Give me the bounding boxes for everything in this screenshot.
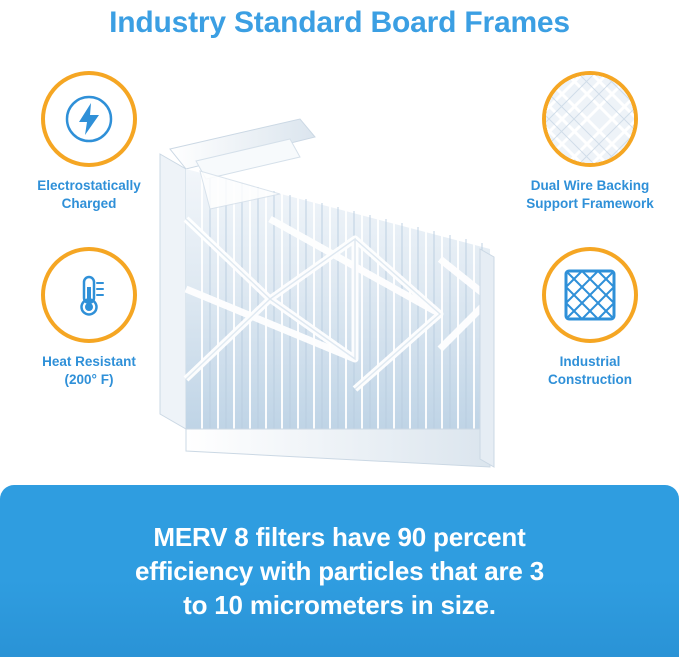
banner-text [95,520,584,623]
feature-caption-line2: (200° F) [64,371,114,387]
feature-caption [505,177,675,212]
feature-icon-ring [542,71,638,167]
feature-caption-line2: Support Framework [526,195,654,211]
banner-line-1: MERV 8 filters have 90 percent [153,521,526,552]
feature-caption [4,177,174,212]
lightning-bolt-icon [63,93,115,145]
feature-caption [505,353,675,388]
wire-mesh-icon [546,75,634,163]
feature-icon-ring [41,247,137,343]
feature-caption [4,353,174,388]
feature-stage [0,39,679,459]
banner-line-3: to 10 micrometers in size. [183,590,496,621]
grid-frame-icon [562,267,618,323]
banner-line-2: efficiency with particles that are 3 [135,555,544,586]
feature-caption-line2: Construction [548,371,632,387]
feature-electrostatically-charged [4,71,174,212]
feature-heat-resistant [4,247,174,388]
merv-banner [0,485,679,657]
feature-caption-line2: Charged [61,195,117,211]
feature-icon-ring [542,247,638,343]
feature-dual-wire-backing [505,71,675,212]
feature-icon-ring [41,71,137,167]
feature-caption-line1: Electrostatically [37,178,141,193]
feature-caption-line1: Heat Resistant [42,354,136,369]
page-title: Industry Standard Board Frames [109,6,570,39]
feature-caption-line1: Dual Wire Backing [530,178,650,193]
feature-caption-line1: Industrial [559,354,621,369]
feature-industrial-construction [505,247,675,388]
product-illustration [150,99,530,499]
thermometer-icon [63,269,115,321]
